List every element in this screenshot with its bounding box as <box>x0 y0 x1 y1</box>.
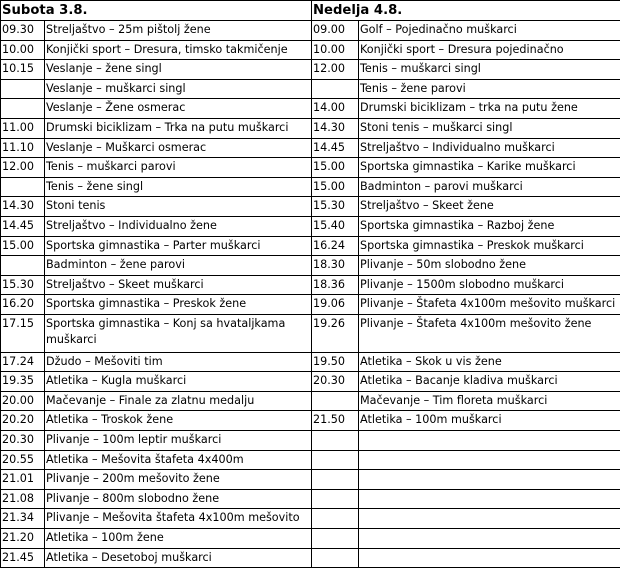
table-row <box>1 138 620 158</box>
saturday-time-cell: 16.20 <box>1 295 45 315</box>
table-row <box>1 21 620 41</box>
saturday-time-cell: 20.55 <box>1 450 45 470</box>
saturday-time-cell: 21.08 <box>1 489 45 509</box>
saturday-event-cell: Atletika – Kugla muškarci <box>45 372 312 392</box>
saturday-time-cell: 11.00 <box>1 118 45 138</box>
saturday-time-cell: 20.20 <box>1 411 45 431</box>
table-row <box>1 118 620 138</box>
saturday-time-cell: 21.01 <box>1 470 45 490</box>
saturday-event-cell: Konjički sport – Dresura, timsko takmičenje <box>45 40 312 60</box>
sunday-time-cell: 21.50 <box>312 411 359 431</box>
sunday-event-cell: Tenis – muškarci singl <box>359 60 620 80</box>
table-row <box>1 60 620 80</box>
table-row <box>1 470 620 490</box>
sunday-time-cell: 15.00 <box>312 158 359 178</box>
saturday-event-cell: Džudo – Mešoviti tim <box>45 352 312 372</box>
table-row <box>1 548 620 568</box>
saturday-time-cell: 12.00 <box>1 158 45 178</box>
table-row <box>1 391 620 411</box>
sunday-time-cell: 14.45 <box>312 138 359 158</box>
sunday-time-cell <box>312 79 359 99</box>
saturday-event-cell: Tenis – muškarci parovi <box>45 158 312 178</box>
table-row <box>1 431 620 451</box>
sunday-time-cell <box>312 489 359 509</box>
saturday-event-cell: Plivanje – 100m leptir muškarci <box>45 431 312 451</box>
sunday-event-cell <box>359 529 620 549</box>
table-row <box>1 275 620 295</box>
sunday-event-cell: Konjički sport – Dresura pojedinačno <box>359 40 620 60</box>
table-row <box>1 40 620 60</box>
sunday-time-cell: 14.00 <box>312 99 359 119</box>
saturday-event-cell: Plivanje – 800m slobodno žene <box>45 489 312 509</box>
sunday-event-cell <box>359 450 620 470</box>
table-row <box>1 352 620 372</box>
table-row <box>1 197 620 217</box>
saturday-event-cell: Stoni tenis <box>45 197 312 217</box>
sunday-time-cell: 19.06 <box>312 295 359 315</box>
table-row <box>1 314 620 352</box>
sunday-time-cell: 10.00 <box>312 40 359 60</box>
sunday-time-cell: 15.00 <box>312 177 359 197</box>
sunday-event-cell: Atletika – Skok u vis žene <box>359 352 620 372</box>
sunday-event-cell: Atletika – 100m muškarci <box>359 411 620 431</box>
sunday-event-cell: Plivanje – Štafeta 4x100m mešovito žene <box>359 314 620 352</box>
saturday-time-cell: 21.20 <box>1 529 45 549</box>
table-row <box>1 256 620 276</box>
sunday-event-cell <box>359 489 620 509</box>
saturday-event-cell: Atletika – Mešovita štafeta 4x400m <box>45 450 312 470</box>
table-row <box>1 489 620 509</box>
saturday-heading: Subota 3.8. <box>1 1 312 21</box>
sunday-event-cell: Sportska gimnastika – Preskok muškarci <box>359 236 620 256</box>
saturday-time-cell: 21.34 <box>1 509 45 529</box>
sunday-time-cell: 12.00 <box>312 60 359 80</box>
table-row <box>1 177 620 197</box>
sunday-time-cell <box>312 470 359 490</box>
saturday-event-cell: Streljaštvo – Individualno žene <box>45 216 312 236</box>
sunday-time-cell: 15.30 <box>312 197 359 217</box>
saturday-time-cell: 14.30 <box>1 197 45 217</box>
table-row <box>1 158 620 178</box>
sunday-time-cell: 15.40 <box>312 216 359 236</box>
table-row <box>1 295 620 315</box>
sunday-event-cell: Plivanje – 50m slobodno žene <box>359 256 620 276</box>
saturday-time-cell: 15.00 <box>1 236 45 256</box>
table-row <box>1 529 620 549</box>
saturday-time-cell <box>1 256 45 276</box>
sunday-time-cell: 20.30 <box>312 372 359 392</box>
sunday-time-cell: 19.50 <box>312 352 359 372</box>
sunday-time-cell: 16.24 <box>312 236 359 256</box>
sunday-event-cell: Sportska gimnastika – Razboj žene <box>359 216 620 236</box>
saturday-event-cell: Atletika – Desetoboj muškarci <box>45 548 312 568</box>
saturday-event-cell: Streljaštvo – Skeet muškarci <box>45 275 312 295</box>
table-row <box>1 411 620 431</box>
saturday-event-cell: Plivanje – 200m mešovito žene <box>45 470 312 490</box>
sunday-event-cell: Plivanje – 1500m slobodno muškarci <box>359 275 620 295</box>
table-row <box>1 450 620 470</box>
sunday-event-cell: Drumski biciklizam – trka na putu žene <box>359 99 620 119</box>
saturday-time-cell: 11.10 <box>1 138 45 158</box>
sunday-event-cell: Streljaštvo – Individualno muškarci <box>359 138 620 158</box>
sunday-event-cell <box>359 548 620 568</box>
saturday-event-cell: Plivanje – Mešovita štafeta 4x100m mešovito <box>45 509 312 529</box>
table-row <box>1 216 620 236</box>
saturday-event-cell: Veslanje – žene singl <box>45 60 312 80</box>
saturday-event-cell: Atletika – 100m žene <box>45 529 312 549</box>
sunday-event-cell: Sportska gimnastika – Karike muškarci <box>359 158 620 178</box>
saturday-event-cell: Atletika – Troskok žene <box>45 411 312 431</box>
saturday-event-cell: Badminton – žene parovi <box>45 256 312 276</box>
saturday-event-cell: Streljaštvo – 25m pištolj žene <box>45 21 312 41</box>
sunday-time-cell <box>312 391 359 411</box>
sunday-time-cell: 18.36 <box>312 275 359 295</box>
saturday-time-cell <box>1 177 45 197</box>
sunday-event-cell <box>359 431 620 451</box>
saturday-time-cell: 10.15 <box>1 60 45 80</box>
saturday-time-cell: 19.35 <box>1 372 45 392</box>
sunday-time-cell <box>312 548 359 568</box>
saturday-event-cell: Mačevanje – Finale za zlatnu medalju <box>45 391 312 411</box>
table-row <box>1 99 620 119</box>
saturday-time-cell: 09.30 <box>1 21 45 41</box>
sunday-time-cell <box>312 529 359 549</box>
sunday-heading: Nedelja 4.8. <box>312 1 620 21</box>
sunday-event-cell: Atletika – Bacanje kladiva muškarci <box>359 372 620 392</box>
saturday-time-cell <box>1 79 45 99</box>
saturday-time-cell: 14.45 <box>1 216 45 236</box>
sunday-event-cell: Streljaštvo – Skeet žene <box>359 197 620 217</box>
saturday-event-cell: Drumski biciklizam – Trka na putu muškarci <box>45 118 312 138</box>
table-row <box>1 236 620 256</box>
saturday-time-cell <box>1 99 45 119</box>
saturday-event-cell: Sportska gimnastika – Preskok žene <box>45 295 312 315</box>
saturday-event-cell: Veslanje – Muškarci osmerac <box>45 138 312 158</box>
sunday-time-cell: 09.00 <box>312 21 359 41</box>
saturday-time-cell: 20.30 <box>1 431 45 451</box>
sunday-event-cell: Badminton – parovi muškarci <box>359 177 620 197</box>
sunday-event-cell: Golf – Pojedinačno muškarci <box>359 21 620 41</box>
saturday-event-cell: Sportska gimnastika – Konj sa hvataljkama muškarci <box>45 314 312 352</box>
table-row <box>1 372 620 392</box>
saturday-time-cell: 15.30 <box>1 275 45 295</box>
sunday-event-cell: Tenis – žene parovi <box>359 79 620 99</box>
sunday-event-cell: Plivanje – Štafeta 4x100m mešovito muškarci <box>359 295 620 315</box>
saturday-time-cell: 21.45 <box>1 548 45 568</box>
table-row <box>1 509 620 529</box>
sunday-event-cell <box>359 470 620 490</box>
saturday-event-cell: Tenis – žene singl <box>45 177 312 197</box>
sunday-time-cell: 14.30 <box>312 118 359 138</box>
sunday-event-cell: Mačevanje – Tim floreta muškarci <box>359 391 620 411</box>
sunday-time-cell <box>312 509 359 529</box>
saturday-time-cell: 17.24 <box>1 352 45 372</box>
sunday-time-cell <box>312 450 359 470</box>
saturday-event-cell: Veslanje – muškarci singl <box>45 79 312 99</box>
saturday-event-cell: Sportska gimnastika – Parter muškarci <box>45 236 312 256</box>
saturday-event-cell: Veslanje – Žene osmerac <box>45 99 312 119</box>
table-row <box>1 79 620 99</box>
saturday-time-cell: 20.00 <box>1 391 45 411</box>
sunday-time-cell: 19.26 <box>312 314 359 352</box>
saturday-time-cell: 10.00 <box>1 40 45 60</box>
sunday-time-cell <box>312 431 359 451</box>
sunday-event-cell <box>359 509 620 529</box>
sunday-event-cell: Stoni tenis – muškarci singl <box>359 118 620 138</box>
saturday-time-cell: 17.15 <box>1 314 45 352</box>
sunday-time-cell: 18.30 <box>312 256 359 276</box>
header-row <box>1 1 620 21</box>
